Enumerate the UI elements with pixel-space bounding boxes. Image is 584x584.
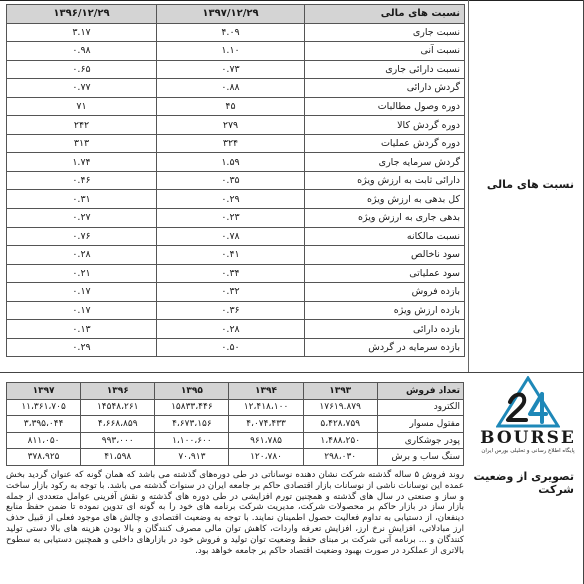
table-row (7, 190, 465, 209)
sales-value-1397: ۱۱،۳۶۱،۷۰۵ (7, 399, 81, 416)
column-header-product: تعداد فروش (377, 383, 463, 400)
ratio-name: نسبت دارائی جاری (305, 60, 465, 79)
table-row (7, 60, 465, 79)
ratio-name: بازده سرمایه در گردش (305, 338, 465, 357)
table-row (7, 42, 465, 61)
sales-value-1394: ۱۲۰،۷۸۰ (229, 449, 303, 466)
ratio-name: بازده فروش (305, 283, 465, 302)
ratio-name: دوره گردش کالا (305, 116, 465, 135)
table-row (7, 97, 465, 116)
ratio-value-1397: ۰.۷۸ (157, 227, 305, 246)
ratio-value-1397: ۲۷۹ (157, 116, 305, 135)
ratio-value-1396: ۳۱۳ (7, 134, 157, 153)
ratio-value-1397: ۰.۲۳ (157, 209, 305, 228)
table-row (7, 264, 465, 283)
bourse-logo (476, 376, 580, 464)
ratio-name: دوره گردش عملیات (305, 134, 465, 153)
sales-value-1393: ۵،۴۲۸،۷۵۹ (303, 416, 377, 433)
ratio-value-1396: ۰.۳۱ (7, 190, 157, 209)
sales-value-1393: ۱۷۶۱۹.۸۷۹ (303, 399, 377, 416)
ratio-value-1397: ۱.۱۰ (157, 42, 305, 61)
ratio-value-1396: ۷۱ (7, 97, 157, 116)
table-row (7, 227, 465, 246)
ratio-value-1396: ۰.۲۱ (7, 264, 157, 283)
ratio-value-1397: ۰.۳۶ (157, 301, 305, 320)
product-name: الکترود (377, 399, 463, 416)
ratio-value-1397: ۰.۳۵ (157, 171, 305, 190)
sales-value-1396: ۴،۶۶۸،۸۵۹ (81, 416, 155, 433)
table-row (7, 301, 465, 320)
ratio-name: دارائی ثابت به ارزش ویژه (305, 171, 465, 190)
sales-value-1393: ۱،۴۸۸،۲۵۰ (303, 432, 377, 449)
logo-tagline: پایگاه اطلاع رسانی و تحلیلی بورس ایران (481, 448, 575, 454)
ratio-value-1396: ۰.۱۳ (7, 320, 157, 339)
ratio-name: نسبت آنی (305, 42, 465, 61)
table-row (7, 338, 465, 357)
product-name: مفتول مسوار (377, 416, 463, 433)
column-header-1397: ۱۳۹۷ (7, 383, 81, 400)
sales-value-1394: ۴،۰۷۴،۴۳۳ (229, 416, 303, 433)
ratio-name: گردش دارائی (305, 79, 465, 98)
ratio-value-1396: ۰.۲۸ (7, 246, 157, 265)
column-header-1396: ۱۳۹۶/۱۲/۲۹ (7, 5, 157, 24)
ratio-value-1396: ۱.۷۴ (7, 153, 157, 172)
table-row (7, 134, 465, 153)
ratio-value-1396: ۰.۲۹ (7, 338, 157, 357)
ratio-value-1396: ۳.۱۷ (7, 23, 157, 42)
sales-value-1393: ۲۹۸،۰۳۰ (303, 449, 377, 466)
ratio-value-1396: ۰.۹۸ (7, 42, 157, 61)
table-row (7, 320, 465, 339)
table-row (7, 449, 464, 466)
ratio-value-1397: ۰.۵۰ (157, 338, 305, 357)
ratio-value-1397: ۰.۴۱ (157, 246, 305, 265)
sales-value-1397: ۸۱۱،۰۵۰ (7, 432, 81, 449)
table-row (7, 209, 465, 228)
column-header-1395: ۱۳۹۵ (155, 383, 229, 400)
ratio-name: سود عملیاتی (305, 264, 465, 283)
sales-value-1396: ۴۱،۵۹۸ (81, 449, 155, 466)
ratio-value-1396: ۰.۱۷ (7, 301, 157, 320)
ratio-value-1396: ۰.۱۷ (7, 283, 157, 302)
sales-volume-table (6, 382, 464, 466)
table-row (7, 171, 465, 190)
table-row (7, 432, 464, 449)
ratio-value-1397: ۴۵ (157, 97, 305, 116)
column-header-1397: ۱۳۹۷/۱۲/۲۹ (157, 5, 305, 24)
ratio-value-1396: ۰.۷۷ (7, 79, 157, 98)
ratio-name: نسبت مالکانه (305, 227, 465, 246)
ratio-value-1397: ۰.۸۸ (157, 79, 305, 98)
column-header-ratio-name: نسبت های مالی (305, 5, 465, 24)
ratio-value-1396: ۰.۷۶ (7, 227, 157, 246)
ratio-value-1397: ۳۲۴ (157, 134, 305, 153)
ratio-name: بازده ارزش ویژه (305, 301, 465, 320)
table-header-row (7, 5, 465, 24)
table-row (7, 416, 464, 433)
sales-value-1396: ۱۴۵۴۸،۲۶۱ (81, 399, 155, 416)
table-row (7, 116, 465, 135)
column-header-1394: ۱۳۹۴ (229, 383, 303, 400)
section-label-financial-ratios: نسبت های مالی (486, 178, 574, 191)
bourse-logo-icon (496, 376, 560, 428)
ratio-name: بازده دارائی (305, 320, 465, 339)
ratio-value-1397: ۰.۷۳ (157, 60, 305, 79)
table-row (7, 23, 465, 42)
ratio-value-1397: ۰.۲۸ (157, 320, 305, 339)
table-row (7, 283, 465, 302)
section-divider (0, 372, 584, 373)
ratio-value-1397: ۴.۰۹ (157, 23, 305, 42)
ratio-value-1397: ۰.۳۲ (157, 283, 305, 302)
sales-value-1395: ۱،۱۰۰،۶۰۰ (155, 432, 229, 449)
ratio-name: بدهی جاری به ارزش ویژه (305, 209, 465, 228)
sales-value-1395: ۴،۶۷۳،۱۵۶ (155, 416, 229, 433)
sales-value-1394: ۹۶۱،۷۸۵ (229, 432, 303, 449)
ratio-name: گردش سرمایه جاری (305, 153, 465, 172)
column-divider (468, 0, 469, 372)
ratio-value-1397: ۱.۵۹ (157, 153, 305, 172)
ratio-value-1396: ۰.۲۷ (7, 209, 157, 228)
table-row (7, 153, 465, 172)
frame-line (0, 0, 584, 1)
financial-ratios-table (6, 4, 465, 357)
product-name: سنگ ساب و برش (377, 449, 463, 466)
column-header-1393: ۱۳۹۳ (303, 383, 377, 400)
company-status-paragraph: روند فروش ۵ ساله گذشته شرکت نشان دهنده نوساناتی در طی دوره‌های گذشته می باشد که همان گونه که عنوان گردید بخش عمده این نوسانات ناشی از نوسانات بازار اقتصادی حاکم بر جامعه ایران در سنوات گذشته می باشد. با توجه به رکود بازار ساخت و ساز و صنعتی در سال های گذشته و همچنین تورم افزایشی در طی دوره های گذشته و نقش آفرینی عوامل متعددی از جمله بازار ساز در بازار حاکم بر محصولات شرکت، مدیریت شرکت برنامه های خود را به گونه ای تدوین نموده تا ضمن حفظ منابع دینفعان، از دستیابی به تداوم فعالیت حصول اطمینان نمایند. با توجه به وضعیت اقتصادی و چالش های موجود فعلی از قبیل حذف ارز مبادلاتی، افزایش نرخ ارز، افزایش تعرفه واردات، کاهش توان مالی مصرف کنندگان و بالا بودن هزینه های بالا دستی تولید کنندگان و ... برنامه آتی شرکت بر مبنای حفظ وضعیت توان تولید و فروش خود در بازارهای داخلی و همچنین دستیابی به سطوح بالاتری از عملکرد در صورت بهبود وضعیت اقتصاد حاکم بر جامعه خواهد بود. (6, 470, 464, 556)
ratio-value-1397: ۰.۲۹ (157, 190, 305, 209)
table-row (7, 399, 464, 416)
ratio-value-1397: ۰.۳۴ (157, 264, 305, 283)
ratio-name: سود ناخالص (305, 246, 465, 265)
product-name: پودر جوشکاری (377, 432, 463, 449)
ratio-value-1396: ۰.۶۵ (7, 60, 157, 79)
sales-value-1396: ۹۹۳،۰۰۰ (81, 432, 155, 449)
sales-value-1395: ۷۰،۹۱۳ (155, 449, 229, 466)
ratio-value-1396: ۲۴۲ (7, 116, 157, 135)
sales-value-1394: ۱۲،۴۱۸،۱۰۰ (229, 399, 303, 416)
logo-wordmark: BOURSE (480, 428, 576, 448)
ratio-name: نسبت جاری (305, 23, 465, 42)
column-header-1396: ۱۳۹۶ (81, 383, 155, 400)
ratio-value-1396: ۰.۴۶ (7, 171, 157, 190)
table-row (7, 79, 465, 98)
sales-value-1397: ۳،۳۹۵،۰۴۴ (7, 416, 81, 433)
ratio-name: دوره وصول مطالبات (305, 97, 465, 116)
sales-value-1397: ۳۷۸،۹۲۵ (7, 449, 81, 466)
table-header-row (7, 383, 464, 400)
sales-value-1395: ۱۵۸۳۳،۴۴۶ (155, 399, 229, 416)
section-label-company-status: تصویری از وضعیت شرکت (473, 470, 574, 496)
ratio-name: کل بدهی به ارزش ویژه (305, 190, 465, 209)
table-row (7, 246, 465, 265)
